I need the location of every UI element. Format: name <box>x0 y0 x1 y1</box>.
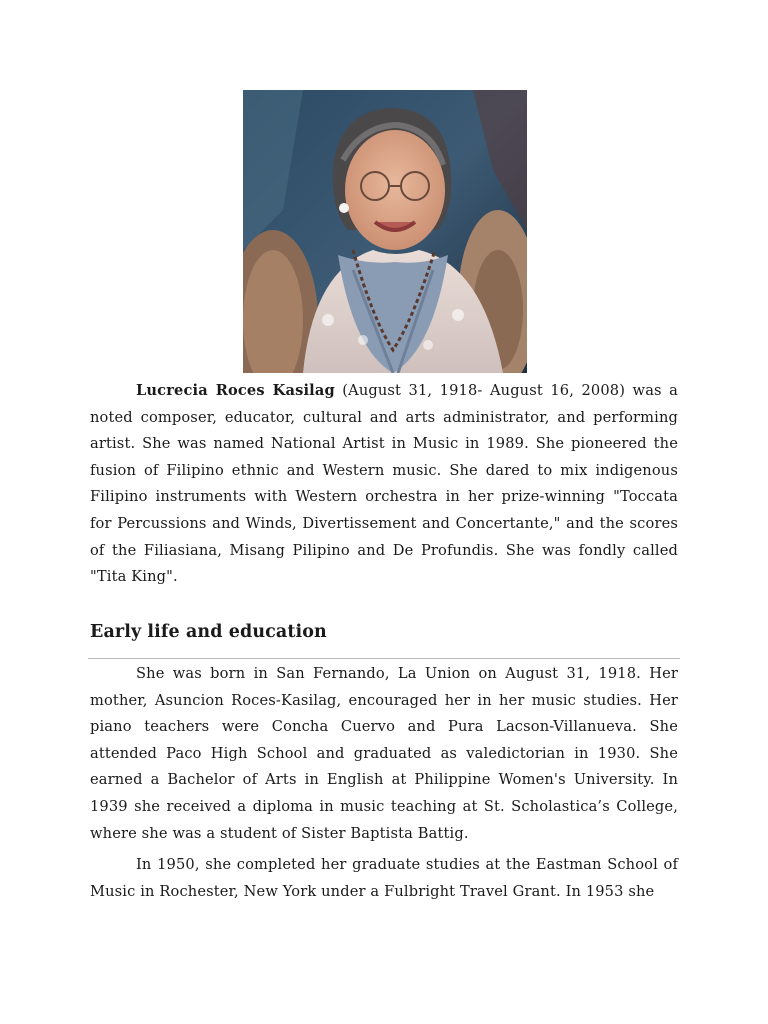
subject-name: Lucrecia Roces Kasilag <box>136 382 335 399</box>
portrait-photo <box>243 90 527 373</box>
section-paragraph: She was born in San Fernando, La Union on August 31, 1918. Her mother, Asuncion Roces-Kasilag, encouraged her in her music studies. Her piano teachers were Concha Cuervo and Pura Lacson-Villanueva. She attended Paco High School and graduated as valedictorian in 1930. She earned a Bachelor of Arts in English at Philippine Women's University. In 1939 she received a diploma in music teaching at St. Scholastica’s College, where she was a student of Sister Baptista Battig. <box>90 665 678 842</box>
intro-text: (August 31, 1918- August 16, 2008) was a noted composer, educator, cultural and arts administrator, and performing artist. She was named National Artist in Music in 1989. She pioneered the fusion of Filipino ethnic and Western music. She dared to mix indigenous Filipino instruments with Western orchestra in her prize-winning "Toccata for Percussions and Winds, Divertissement and Concertante," and the scores of the Filiasiana, Misang Pilipino and De Profundis. She was fondly called "Tita King". <box>90 382 679 586</box>
intro-paragraph <box>90 378 678 591</box>
heading-divider <box>88 658 680 659</box>
portrait-illustration <box>243 90 527 373</box>
section-paragraph: In 1950, she completed her graduate studies at the Eastman School of Music in Rochester, New York under a Fulbright Travel Grant. In 1953 she <box>90 856 678 900</box>
section-heading: Early life and education <box>90 622 327 642</box>
section-body <box>90 661 678 905</box>
